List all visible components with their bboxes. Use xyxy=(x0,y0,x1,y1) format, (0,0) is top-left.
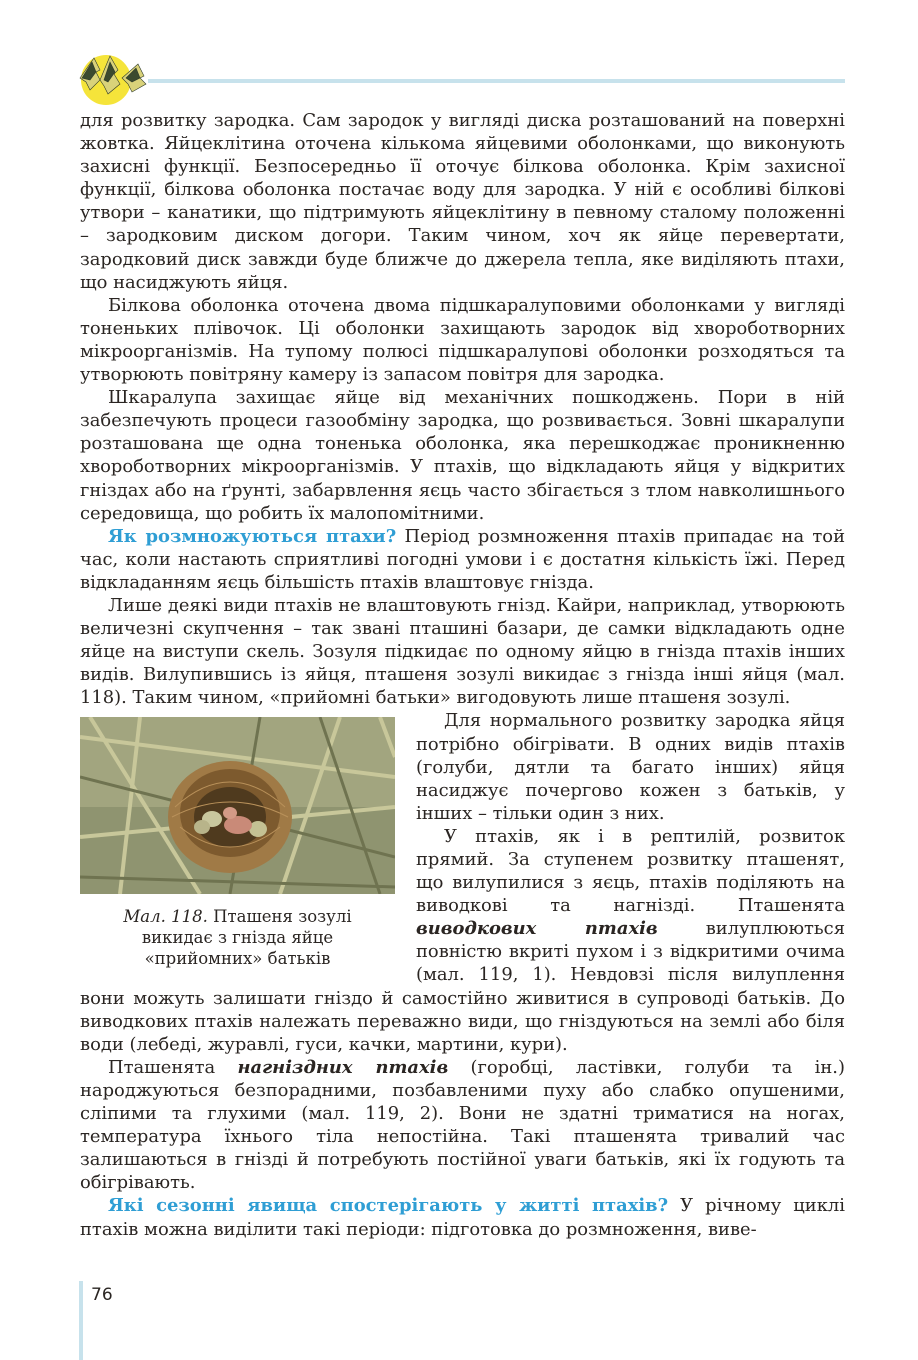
paragraph xyxy=(80,1194,845,1240)
section-question: Які сезонні явища спостерігають у житті птахів? xyxy=(108,1195,669,1217)
paragraph-text: вилуплюються повністю вкриті пухом і з відкритими очима (мал. 119, 1). Невдовзі після вилуплення вони можуть залишати гніздо й самостійно живитися в супроводі батьків. До виводкових птахів належать переважно види, що гніздуються на землі або біля води (лебеді, журавлі, гуси, качки, мартини, кури). xyxy=(80,918,845,1055)
paragraph-text: У річному циклі птахів можна виділити такі періоди: підготовка до розмноження, виве- xyxy=(80,1195,846,1240)
figure-label: Мал. 118. xyxy=(123,907,208,927)
paragraph xyxy=(80,1056,845,1195)
page-side-bar xyxy=(79,1281,83,1360)
paragraph-text: Період розмноження птахів припадає на той час, коли настають сприятливі погодні умови і є достатня кількість їжі. Перед відкладанням яєць більшість птахів влаштовує гнізда. xyxy=(80,525,845,593)
figure-caption xyxy=(80,906,395,969)
caption-line: викидає з гнізда яйце xyxy=(141,928,334,948)
paragraph xyxy=(80,525,845,594)
paragraph: Лише деякі види птахів не влаштовують гнізд. Кайри, наприклад, утворюють величезні скупчення – так звані пташині базари, де самки відкладають одне яйце на виступи скель. Зозуля підкидає по одному яйцю в гнізда птахів інших видів. Вилупившись із яйця, пташеня зозулі викидає з гнізда інші яйця (мал. 118). Таким чином, «прийомні батьки» вигодовують лише пташеня зозулі. xyxy=(80,594,845,709)
paragraph-text: Пташенята xyxy=(108,1056,238,1078)
page-body xyxy=(80,109,845,1241)
section-question: Як розмножуються птахи? xyxy=(108,525,397,547)
caption-line: «прийомних» батьків xyxy=(144,949,331,969)
header-rule xyxy=(148,79,845,83)
paragraph: Шкаралупа захищає яйце від механічних пошкоджень. Пори в ній забезпечують процеси газообміну зародка, що розвивається. Зовні шкаралупи розташована ще одна тоненька оболонка, яка перешкоджає проникненню хвороботворних мікроорганізмів. У птахів, що відкладають яйця у відкритих гніздах або на ґрунті, забарвлення яєць часто збігається з тлом навколишнього середовища, що робить їх малопомітними. xyxy=(80,387,845,524)
term: нагніздних птахів xyxy=(237,1056,449,1078)
paragraph: Білкова оболонка оточена двома підшкаралуповими оболонками у вигляді тоненьких плівочок. Ці оболонки захищають зародок від хвороботворних мікроорганізмів. На тупому полюсі підшкаралупові оболонки розходяться та утворюють повітряну камеру із запасом повітря для зародка. xyxy=(80,294,845,386)
paragraph: Для нормального розвитку зародка яйця потрібно обігрівати. В одних видів птахів (голуби, дятли та багато інших) яйця насиджує почергово кожен з батьків, у інших – тільки один з них. xyxy=(416,710,845,824)
caption-line: Пташеня зозулі xyxy=(207,907,352,927)
butterflies-icon xyxy=(70,50,150,106)
paragraph-text: У птахів, як і в рептилій, розвиток прямий. За ступенем розвитку пташенят, що вилупилися з яєць, птахів поділяють на виводкові та нагнізді. Пташенята xyxy=(416,825,845,917)
term: виводкових птахів xyxy=(416,918,658,940)
figure-118 xyxy=(80,709,408,977)
cuckoo-nest-photo xyxy=(80,717,395,894)
paragraph: для розвитку зародка. Сам зародок у вигляді диска розташований на поверхні жовтка. Яйцеклітина оточена кількома яйцевими оболонками, що виконують захисні функції. Безпосередньо її оточує білкова оболонка. Крім захисної функції, білкова оболонка постачає воду для зародка. У ній є особливі білкові утвори – канатики, що підтримують яйцеклітину в певному сталому положенні – зародковим диском догори. Таким чином, хоч як яйце перевертати, зародковий диск завжди буде ближче до джерела тепла, яке виділяють птахи, що насиджують яйця. xyxy=(80,110,845,293)
paragraph-text: (горобці, ластівки, голуби та ін.) народжуються безпорадними, позбавленими пуху або слабко опушеними, сліпими та глухими (мал. 119, 2). Вони не здатні триматися на ногах, температура їхнього тіла непостійна. Такі пташенята тривалий час залишаються в гнізді й потребують постійної уваги батьків, які їх годують та обігрівають. xyxy=(80,1056,845,1194)
page-number: 76 xyxy=(91,1285,113,1305)
